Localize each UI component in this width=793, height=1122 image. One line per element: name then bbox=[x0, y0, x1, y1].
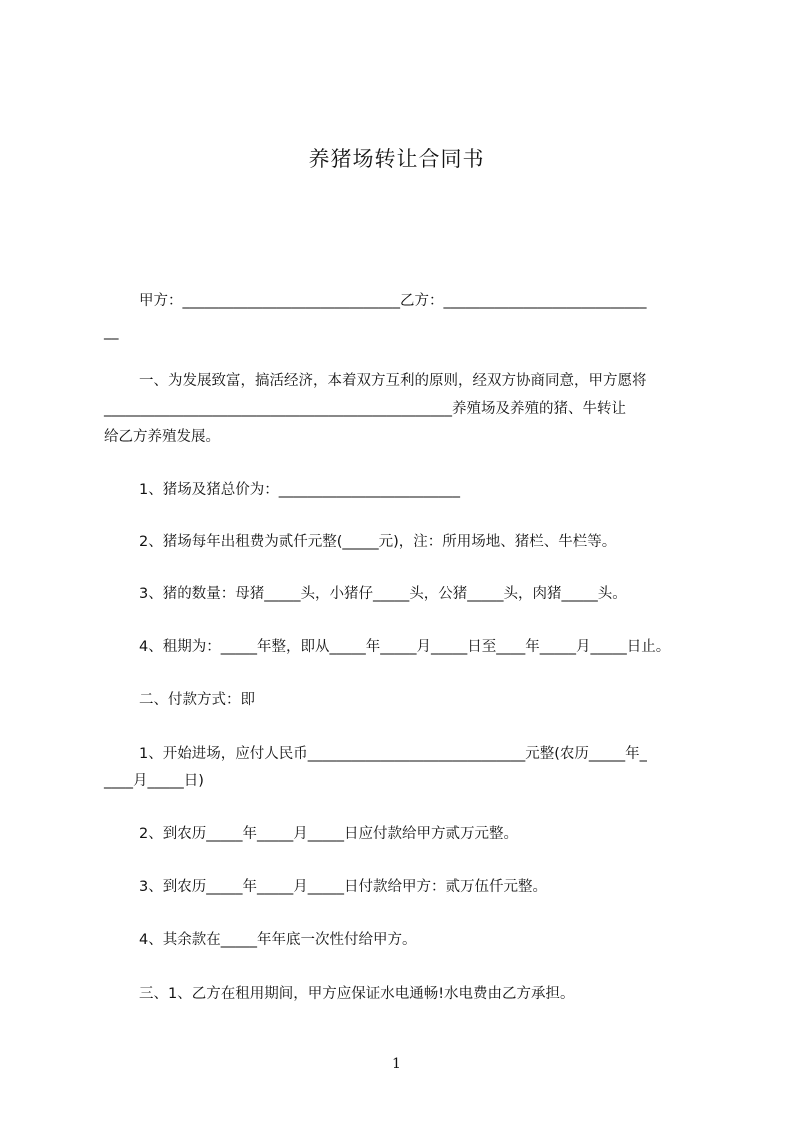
clause-2-item-2: 2、到农历_____年_____月_____日应付款给甲方贰万元整。 bbox=[139, 826, 518, 842]
clause-1-text-line-2: ________________________________________________养殖场及养殖的猪、牛转让 bbox=[104, 401, 626, 417]
clause-2-item-3: 3、到农历_____年_____月_____日付款给甲方：贰万伍仟元整。 bbox=[139, 879, 547, 895]
clause-3-item-1: 三、1、乙方在租用期间，甲方应保证水电通畅!水电费由乙方承担。 bbox=[139, 986, 575, 1002]
clause-1-text-line-3: 给乙方养殖发展。 bbox=[104, 429, 220, 445]
clause-1-text: 一、为发展致富，搞活经济，本着双方互利的原则，经双方协商同意，甲方愿将 bbox=[139, 373, 647, 389]
clause-1-item-2: 2、猪场每年出租费为贰仟元整(_____元)，注：所用场地、猪栏、牛栏等。 bbox=[139, 534, 617, 550]
clause-2-item-1: 1、开始进场，应付人民币______________________________元整(农历_____年_ bbox=[139, 746, 647, 762]
clause-2-item-4: 4、其余款在_____年年底一次性付给甲方。 bbox=[139, 932, 417, 948]
clause-1-item-4: 4、租期为：_____年整，即从_____年_____月_____日至____年_____月_____日止。 bbox=[139, 639, 671, 655]
parties-line: 甲方：______________________________乙方：____________________________ bbox=[139, 293, 647, 309]
document-title: 养猪场转让合同书 bbox=[308, 147, 485, 171]
clause-1-item-1: 1、猪场及猪总价为：_________________________ bbox=[139, 482, 460, 498]
parties-line-continuation: __ bbox=[104, 324, 119, 340]
clause-2-heading: 二、付款方式：即 bbox=[139, 692, 255, 708]
page-number: 1 bbox=[392, 1056, 401, 1072]
clause-1-item-3: 3、猪的数量：母猪_____头，小猪仔_____头，公猪_____头，肉猪_____头。 bbox=[139, 586, 627, 602]
clause-2-item-1-continuation: ____月_____日) bbox=[104, 773, 204, 789]
